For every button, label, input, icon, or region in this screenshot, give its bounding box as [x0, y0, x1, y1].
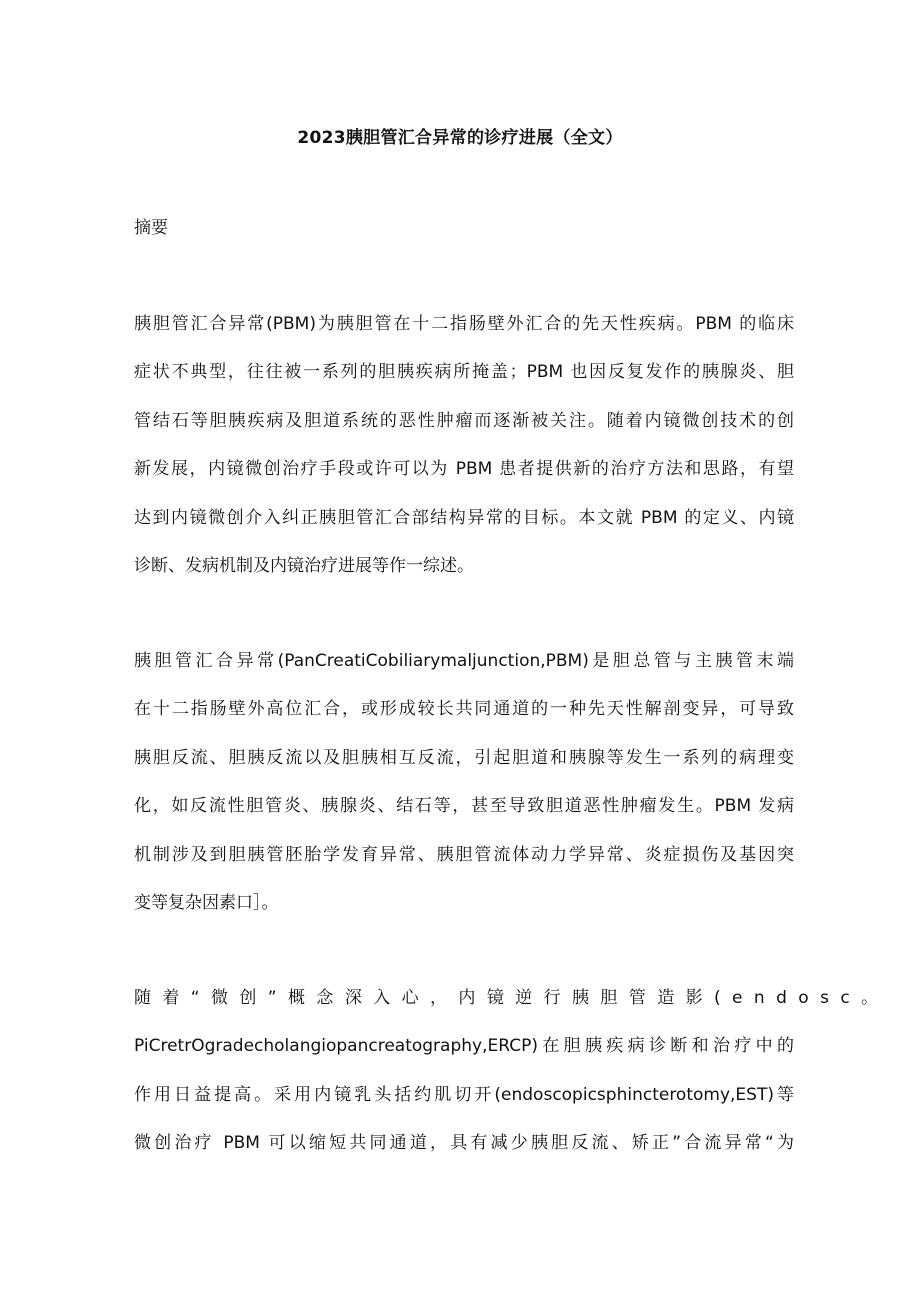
document-title: 2023胰胆管汇合异常的诊疗进展（全文）: [297, 128, 623, 148]
paragraph-line: 胰胆管汇合异常(PBM)为胰胆管在十二指肠壁外汇合的先天性疾病。PBM 的临床: [134, 314, 794, 334]
abstract-heading: 摘要: [134, 218, 168, 238]
paragraph-abstract: [134, 300, 794, 590]
paragraph-line: 在十二指肠壁外高位汇合，或形成较长共同通道的一种先天性解剖变异，可导致: [134, 699, 794, 720]
paragraph-ercp: [134, 974, 890, 1168]
paragraph-line: 作用日益提高。采用内镜乳头括约肌切开(endoscopicsphincterotomy,EST)等: [134, 1084, 794, 1105]
paragraph-line: 症状不典型，往往被一系列的胆胰疾病所掩盖；PBM 也因反复发作的胰腺炎、胆: [134, 362, 794, 383]
paragraph-line: 达到内镜微创介入纠正胰胆管汇合部结构异常的目标。本文就 PBM 的定义、内镜: [134, 507, 794, 528]
paragraph-line: PiCretrOgradecholangiopancreatography,ERCP)在胆胰疾病诊断和治疗中的: [134, 1036, 794, 1057]
paragraph-line: 诊断、发病机制及内镜治疗进展等作一综述。: [134, 555, 474, 576]
paragraph-line: 变等复杂因素口］。: [134, 892, 279, 913]
paragraph-line: 管结石等胆胰疾病及胆道系统的恶性肿瘤而逐渐被关注。随着内镜微创技术的创: [134, 410, 794, 431]
paragraph-line: 化，如反流性胆管炎、胰腺炎、结石等，甚至导致胆道恶性肿瘤发生。PBM 发病: [134, 796, 794, 817]
paragraph-definition: [134, 637, 794, 927]
paragraph-line: 胰胆反流、胆胰反流以及胆胰相互反流，引起胆道和胰腺等发生一系列的病理变: [134, 747, 794, 768]
paragraph-line: 机制涉及到胆胰管胚胎学发育异常、胰胆管流体动力学异常、炎症损伤及基因突: [134, 844, 794, 865]
paragraph-line: 胰胆管汇合异常(PanCreatiCobiliarymaljunction,PBM)是胆总管与主胰管末端: [134, 651, 794, 671]
paragraph-line: 新发展，内镜微创治疗手段或许可以为 PBM 患者提供新的治疗方法和思路，有望: [134, 459, 794, 480]
paragraph-line: 微创治疗 PBM 可以缩短共同通道，具有减少胰胆反流、矫正”合流异常“为: [134, 1133, 794, 1154]
paragraph-line: 随着“微创”概念深入心，内镜逆行胰胆管造影(endosc。: [134, 988, 890, 1008]
